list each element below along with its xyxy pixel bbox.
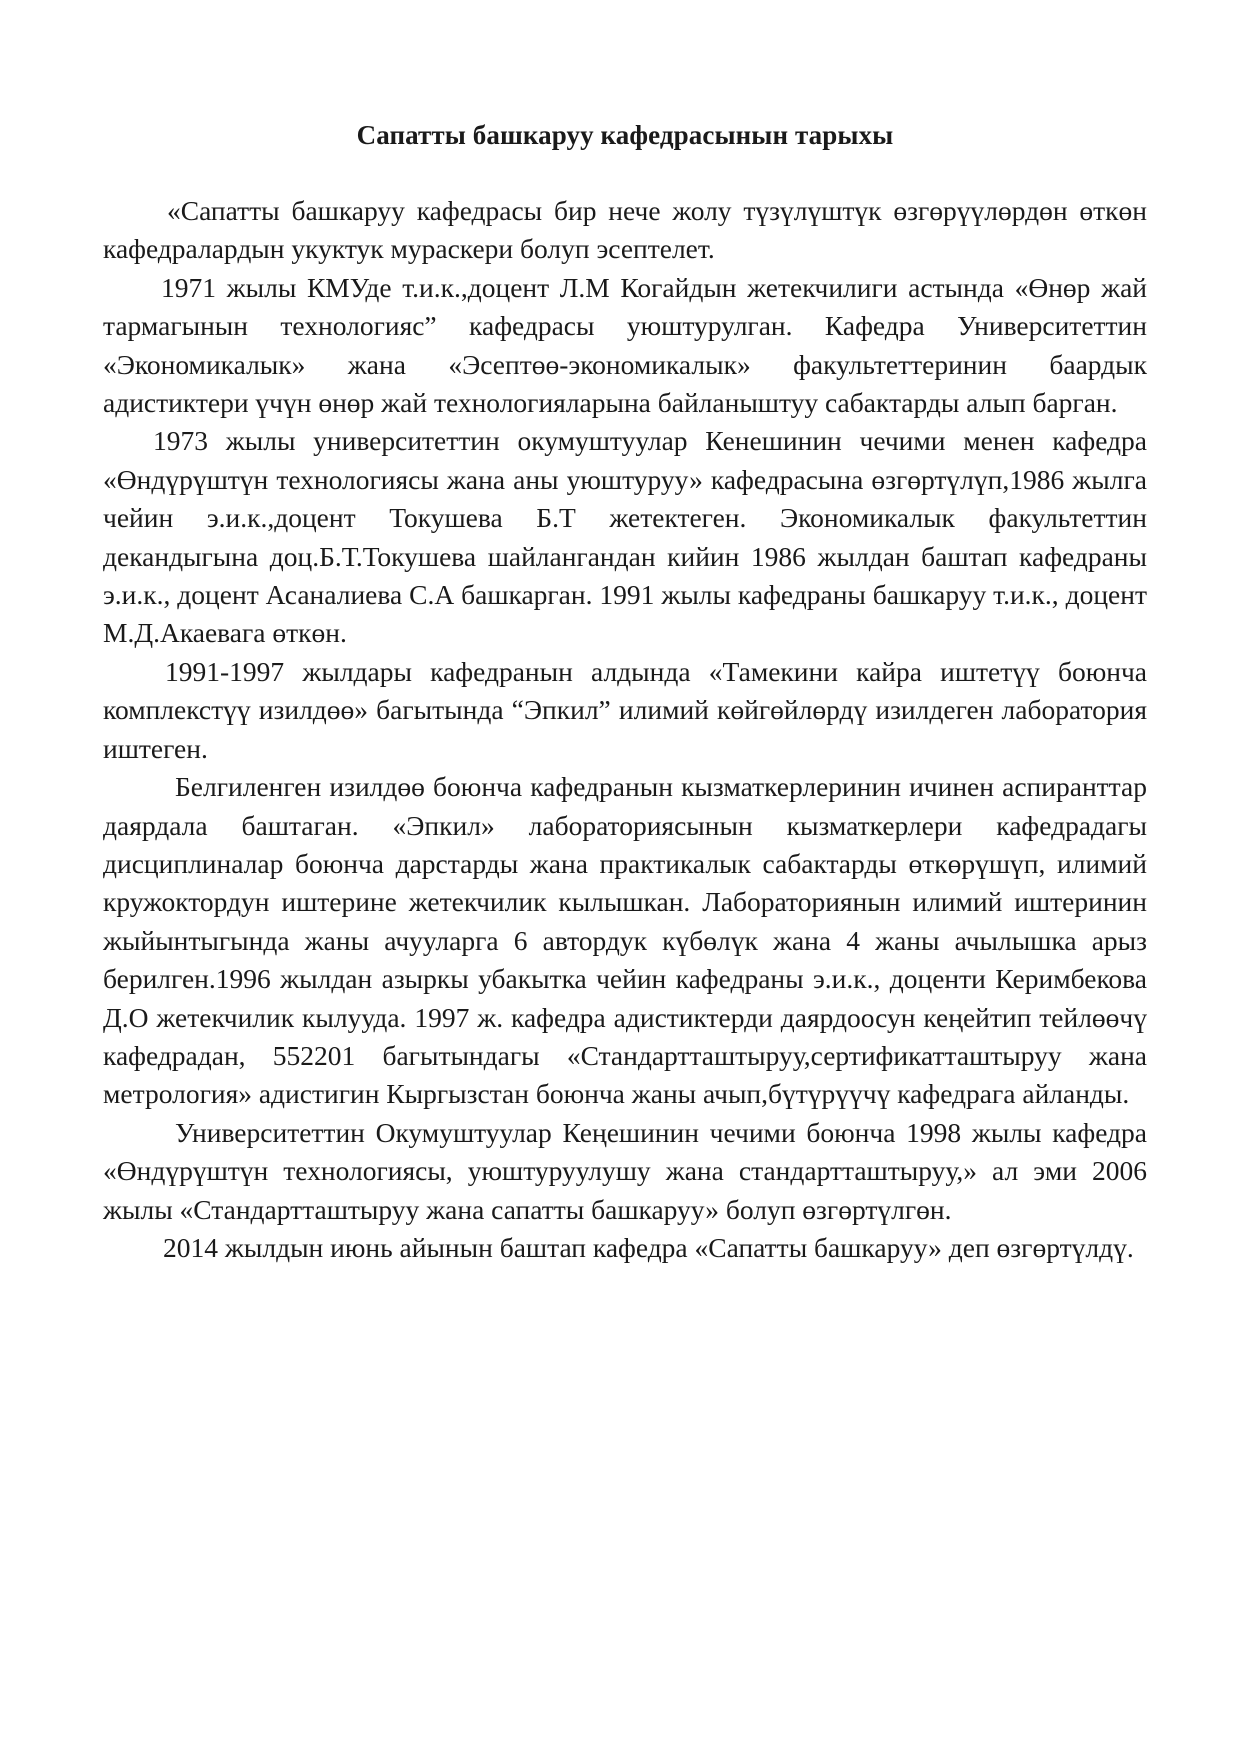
paragraph-1991-1997: 1991-1997 жылдары кафедранын алдында «Тамекини кайра иштетүү боюнча комплекстүү изилдөө» багытында “Эпкил” илимий көйгөйлөрдү изилдеген лаборатория иштеген. <box>103 655 1147 764</box>
paragraph-1971: 1971 жылы КМУде т.и.к.,доцент Л.М Когайдын жетекчилиги астында «Өнөр жай тармагынын технологияс” кафедрасы уюштурулган. Кафедра Университеттин «Экономикалык» жана «Эсептөө-экономикалык» факультеттеринин баардык адистиктери үчүн өнөр жай технологияларына байланыштуу сабактарды алып барган. <box>103 271 1147 419</box>
paragraph-1998-2006: Университеттин Окумуштуулар Кеңешинин чечими боюнча 1998 жылы кафедра «Өндүрүштүн технологиясы, уюштуруулушу жана стандартташтыруу,» ал эми 2006 жылы «Стандартташтыруу жана сапатты башкаруу» болуп өзгөртүлгөн. <box>103 1116 1147 1225</box>
paragraph-research: Белгиленген изилдөө боюнча кафедранын кызматкерлеринин ичинен аспиранттар даярдала баштаган. «Эпкил» лабораториясынын кызматкерлери кафедрадагы дисциплиналар боюнча дарстарды жана практикалык сабактарды өткөрүшүп, илимий кружоктордун иштерине жетекчилик кылышкан. Лабораториянын илимий иштеринин жыйынтыгында жаны ачууларга 6 автордук күбөлүк жана 4 жаны ачылышка арыз берилген.1996 жылдан азыркы убакытка чейин кафедраны э.и.к., доценти Керимбекова Д.О жетекчилик кылууда. 1997 ж. кафедра адистиктерди даярдоосун кеңейтип тейлөөчү кафедрадан, 552201 багытындагы «Стандартташтыруу,сертификатташтыруу жана метрология» адистигин Кыргызстан боюнча жаны ачып,бүтүрүүчү кафедрага айланды. <box>103 771 1147 1110</box>
paragraph-2014: 2014 жылдын июнь айынын баштап кафедра «Сапатты башкаруу» деп өзгөртүлдү. <box>163 1231 1134 1263</box>
paragraph-intro: «Сапатты башкаруу кафедрасы бир нече жолу түзүлүштүк өзгөрүүлөрдөн өткөн кафедралардын укуктук мураскери болуп эсептелет. <box>103 195 1147 265</box>
paragraph-1973: 1973 жылы университеттин окумуштуулар Кенешинин чечими менен кафедра «Өндүрүштүн технологиясы жана аны уюштуруу» кафедрасына өзгөртүлүп,1986 жылга чейин э.и.к.,доцент Токушева Б.Т жетектеген. Экономикалык факультеттин декандыгына доц.Б.Т.Токушева шайлангандан кийин 1986 жылдан баштап кафедраны э.и.к., доцент Асаналиева С.А башкарган. 1991 жылы кафедраны башкаруу т.и.к., доцент М.Д.Акаевага өткөн. <box>103 425 1147 649</box>
document-title: Сапатты башкаруу кафедрасынын тарыхы <box>356 120 894 150</box>
document-page <box>103 118 1147 1267</box>
